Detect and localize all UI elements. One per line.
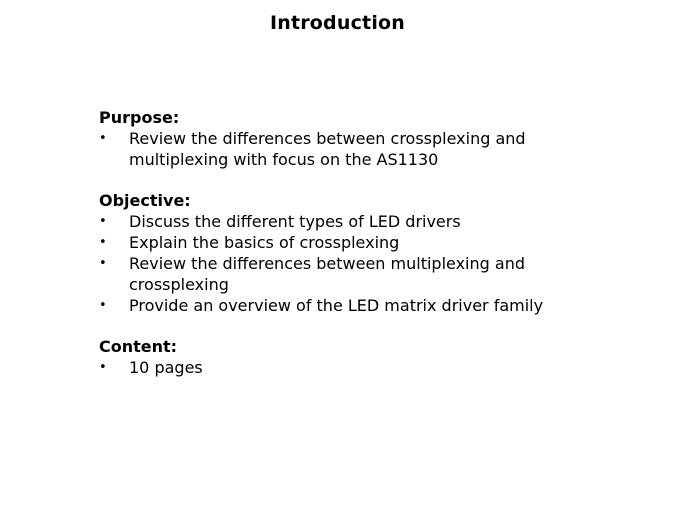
list-item-text: Review the differences between multiplexing and crossplexing [129, 254, 525, 294]
bullet-icon: • [99, 298, 107, 313]
bullet-icon: • [99, 235, 107, 250]
list-item-text: Explain the basics of crossplexing [129, 233, 400, 252]
list-item [99, 253, 561, 295]
purpose-section [99, 107, 579, 170]
content-heading: Content: [99, 337, 178, 356]
list-item-text: Provide an overview of the LED matrix driver family [129, 296, 544, 315]
slide-body [99, 107, 579, 378]
list-item-text: Review the differences between crossplexing and multiplexing with focus on the AS1130 [129, 129, 526, 169]
objective-list [99, 211, 579, 316]
bullet-icon: • [99, 360, 107, 375]
list-item [99, 232, 561, 253]
list-item [99, 295, 561, 316]
bullet-icon: • [99, 214, 107, 229]
list-item-text: Discuss the different types of LED drivers [129, 212, 461, 231]
slide-title: Introduction [269, 12, 406, 34]
list-item [99, 128, 561, 170]
purpose-heading: Purpose: [99, 108, 180, 127]
bullet-icon: • [99, 131, 107, 146]
bullet-icon: • [99, 256, 107, 271]
objective-section [99, 190, 579, 316]
purpose-list [99, 128, 579, 170]
objective-heading: Objective: [99, 191, 191, 210]
list-item-text: 10 pages [129, 358, 203, 377]
content-section [99, 336, 579, 378]
list-item [99, 211, 561, 232]
list-item [99, 357, 561, 378]
content-list [99, 357, 579, 378]
